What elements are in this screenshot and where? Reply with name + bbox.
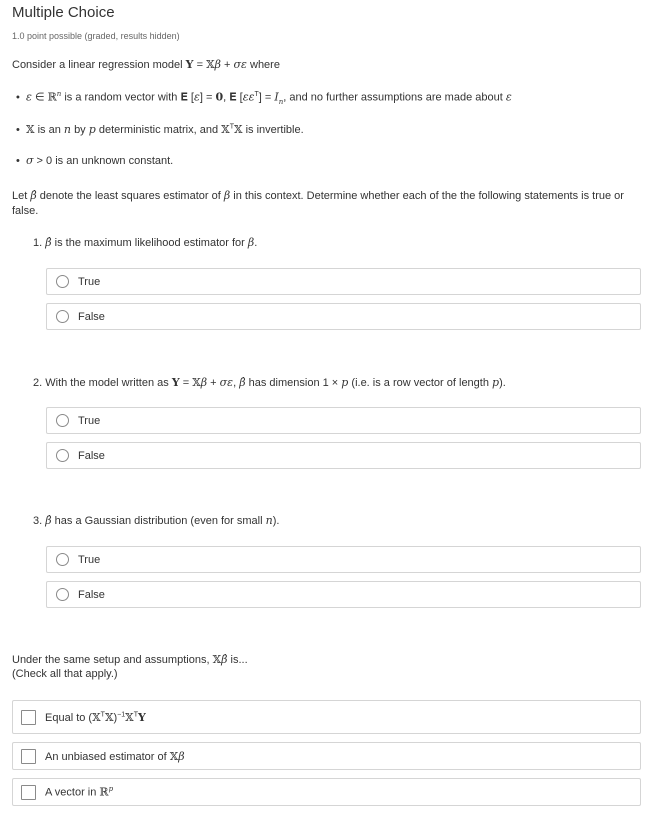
checkbox[interactable] — [21, 785, 36, 800]
assumption-bullet-2: • 𝕏 is an n by p deterministic matrix, and 𝕏$^T$𝕏 is invertible. — [16, 123, 304, 136]
radio-button[interactable] — [56, 275, 69, 288]
problem-title: Multiple Choice — [12, 4, 115, 21]
assumption-bullet-3: • σ > 0 is an unknown constant. — [16, 154, 174, 167]
radio-button[interactable] — [56, 553, 69, 566]
assumption-bullet-1: • ε ∈ ℝ$^n$ is a random vector with 𝐄 [ε] = 0, 𝐄 $[\varepsilon\varepsilon^T] = I_n$, and no further assumptions are made about ε — [16, 90, 512, 106]
final-question-hint: (Check all that apply.) — [12, 668, 118, 680]
checkbox-option-vector[interactable]: A vector in ℝ$^p$ — [12, 778, 641, 806]
checkbox-option-equal-to[interactable]: Equal to (𝕏$^T$𝕏)$^{-1}$𝕏$^T$Y — [12, 700, 641, 734]
radio-button[interactable] — [56, 414, 69, 427]
question-2-option-true[interactable]: True — [46, 407, 641, 434]
question-1-option-false[interactable]: False — [46, 303, 641, 330]
checkbox-option-unbiased[interactable]: An unbiased estimator of 𝕏β — [12, 742, 641, 770]
question-3-option-true[interactable]: True — [46, 546, 641, 573]
checkbox[interactable] — [21, 710, 36, 725]
instructions-paragraph: Let β̂ denote the least squares estimator of β in this context. Determine whether each of the the following statements is true or false. — [12, 189, 624, 217]
final-question-prompt: Under the same setup and assumptions, 𝕏β̂ is... — [12, 653, 248, 666]
question-1-prompt: 1. β̂ is the maximum likelihood estimator for β. — [33, 236, 258, 249]
points-info: 1.0 point possible (graded, results hidden) — [12, 31, 180, 41]
radio-button[interactable] — [56, 588, 69, 601]
radio-button[interactable] — [56, 449, 69, 462]
checkbox[interactable] — [21, 749, 36, 764]
question-2-prompt: 2. With the model written as Y = 𝕏β + σε, β̂ has dimension 1 × p (i.e. is a row vector of length p). — [33, 376, 506, 389]
question-3-option-false[interactable]: False — [46, 581, 641, 608]
question-3-prompt: 3. β̂ has a Gaussian distribution (even for small n). — [33, 514, 280, 527]
radio-button[interactable] — [56, 310, 69, 323]
question-1-option-true[interactable]: True — [46, 268, 641, 295]
question-2-option-false[interactable]: False — [46, 442, 641, 469]
intro-line: Consider a linear regression model Y = 𝕏β + σε where — [12, 58, 280, 71]
